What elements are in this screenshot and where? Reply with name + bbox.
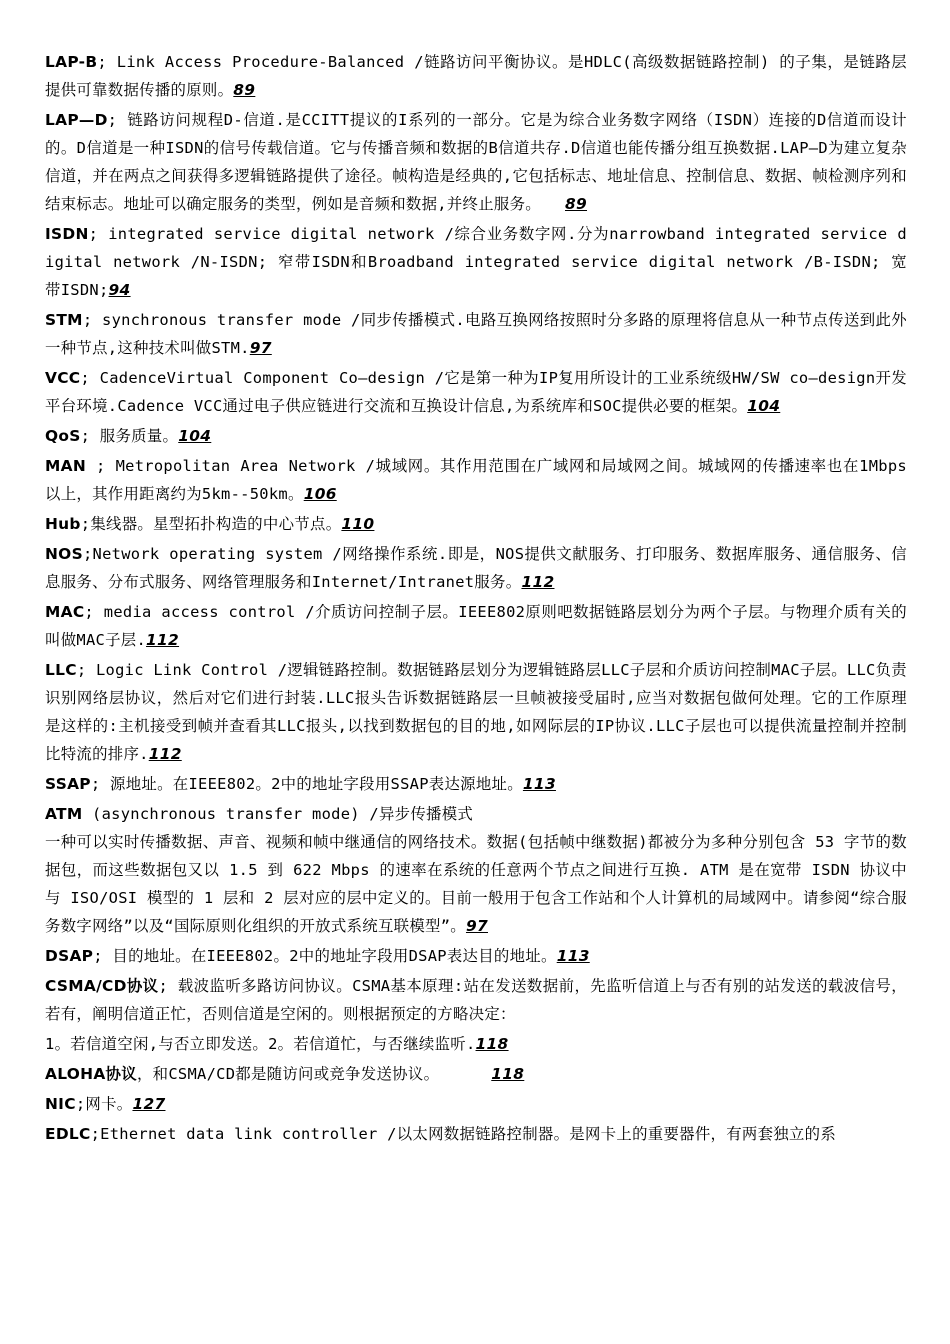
entry-term: CSMA/CD协议 <box>45 977 159 995</box>
entry-text: ;集线器。星型拓扑构造的中心节点。 <box>80 515 342 533</box>
glossary-entry <box>45 800 907 828</box>
page-reference: 89 <box>233 81 256 99</box>
glossary-entry <box>45 598 907 654</box>
page-reference: 97 <box>465 917 488 935</box>
page-reference: 113 <box>556 947 590 965</box>
entry-term: Hub <box>45 515 81 533</box>
entry-term: STM <box>45 311 83 329</box>
page-reference: 118 <box>491 1065 525 1083</box>
page-reference: 112 <box>146 631 180 649</box>
glossary-entry <box>45 942 907 970</box>
entry-text: ;Ethernet data link controller /以太网数据链路控制器。是网卡上的重要器件，有两套独立的系 <box>90 1125 837 1143</box>
entry-text: ; 链路访问规程D-信道.是CCITT提议的I系列的一部分。它是为综合业务数字网络（ISDN）连接的D信道而设计的。D信道是一种ISDN的信号传载信道。它与传播音频和数据的B信道共存.D信道也能传播分组互换数据.LAP—D为建立复杂信道，并在两点之间获得多逻辑链路提供了途径。帧构造是经典的,它包括标志、地址信息、控制信息、数据、帧检测序列和结束标志。地址可以确定服务的类型，例如是音频和数据,并终止服务。 <box>45 111 907 213</box>
page-reference: 104 <box>178 427 212 445</box>
entry-text: ; integrated service digital network /综合业务数字网.分为narrowband integrated service digital network /N-ISDN; 窄带ISDN和Broadband integrated service digital network /B-ISDN; 宽带ISDN; <box>45 225 907 299</box>
entry-term: ATM <box>45 805 83 823</box>
entry-term: NIC <box>45 1095 76 1113</box>
glossary-entry <box>45 510 907 538</box>
glossary-entry <box>45 48 907 104</box>
entry-term: NOS <box>45 545 83 563</box>
glossary-entry <box>45 422 907 450</box>
entry-term: ALOHA协议 <box>45 1065 137 1083</box>
entry-text: ; media access control /介质访问控制子层。IEEE802原则吧数据链路层划分为两个子层。与物理介质有关的叫做MAC子层. <box>45 603 907 649</box>
entry-term: LAP—D <box>45 111 108 129</box>
entry-text: ;网卡。 <box>75 1095 133 1113</box>
glossary-entry <box>45 1060 907 1088</box>
entry-text: ; Link Access Procedure-Balanced /链路访问平衡协议。是HDLC(高级数据链路控制) 的子集，是链路层提供可靠数据传播的原则。 <box>45 53 907 99</box>
entry-text: ; 载波监听多路访问协议。CSMA基本原理:站在发送数据前，先监听信道上与否有别的站发送的载波信号，若有，阐明信道正忙，否则信道是空闲的。则根据预定的方略决定： <box>45 977 907 1023</box>
entry-text: ; CadenceVirtual Component Co—design /它是第一种为IP复用所设计的工业系统级HW/SW co—design开发平台环境.Cadence VCC通过电子供应链进行交流和互换设计信息,为系统库和SOC提供必要的框架。 <box>45 369 907 415</box>
page-reference: 112 <box>521 573 555 591</box>
glossary-entry <box>45 106 907 218</box>
entry-term: LLC <box>45 661 77 679</box>
page-reference: 127 <box>132 1095 166 1113</box>
glossary-entry <box>45 306 907 362</box>
glossary-entry <box>45 540 907 596</box>
entry-term: MAC <box>45 603 85 621</box>
entry-term: SSAP <box>45 775 91 793</box>
entry-text: ; 目的地址。在IEEE802。2中的地址字段用DSAP表达目的地址。 <box>93 947 557 965</box>
glossary-entry <box>45 972 907 1028</box>
entry-term: ISDN <box>45 225 89 243</box>
entry-term: MAN <box>45 457 87 475</box>
glossary-entry <box>45 364 907 420</box>
entry-text: ; Metropolitan Area Network /城域网。其作用范围在广域网和局域网之间。城域网的传播速率也在1Mbps以上，其作用距离约为5km--50km。 <box>45 457 907 503</box>
glossary-page <box>45 48 907 1150</box>
page-reference: 104 <box>747 397 781 415</box>
page-reference: 106 <box>303 485 337 503</box>
entry-term: DSAP <box>45 947 94 965</box>
glossary-entry <box>45 770 907 798</box>
glossary-entry <box>45 656 907 768</box>
entry-term: LAP-B <box>45 53 98 71</box>
page-reference: 97 <box>249 339 272 357</box>
page-reference: 89 <box>564 195 588 213</box>
entry-text: ; 服务质量。 <box>80 427 179 445</box>
glossary-entry <box>45 1090 907 1118</box>
entry-text: ; synchronous transfer mode /同步传播模式.电路互换网络按照时分多路的原理将信息从一种节点传送到此外一种节点,这种技术叫做STM. <box>45 311 907 357</box>
entry-term: QoS <box>45 427 81 445</box>
entry-text: (asynchronous transfer mode) /异步传播模式 <box>82 805 474 823</box>
page-reference: 112 <box>148 745 182 763</box>
page-reference: 110 <box>341 515 375 533</box>
entry-term: VCC <box>45 369 81 387</box>
page-reference: 94 <box>108 281 131 299</box>
entry-text: 一种可以实时传播数据、声音、视频和帧中继通信的网络技术。数据(包括帧中继数据)都被分为多种分别包含 53 字节的数据包，而这些数据包又以 1.5 到 622 Mbps 的速率在系统的任意两个节点之间进行互换. ATM 是在宽带 ISDN 协议中与 ISO/OSI 模型的 1 层和 2 层对应的层中定义的。目前一般用于包含工作站和个人计算机的局域网中。请参阅“综合服务数字网络”以及“国际原则化组织的开放式系统互联模型”。 <box>45 833 907 935</box>
glossary-entry <box>45 220 907 304</box>
entry-text: 1。若信道空闲,与否立即发送。2。若信道忙，与否继续监听. <box>45 1035 476 1053</box>
page-reference: 118 <box>475 1035 509 1053</box>
entry-text: ; 源地址。在IEEE802。2中的地址字段用SSAP表达源地址。 <box>90 775 523 793</box>
glossary-entry <box>45 1120 907 1148</box>
page-reference: 113 <box>522 775 556 793</box>
entry-text: ; Logic Link Control /逻辑链路控制。数据链路层划分为逻辑链路层LLC子层和介质访问控制MAC子层。LLC负责识别网络层协议，然后对它们进行封装.LLC报头告诉数据链路层一旦帧被接受届时,应当对数据包做何处理。它的工作原理是这样的:主机接受到帧并查看其LLC报头,以找到数据包的目的地,如网际层的IP协议.LLC子层也可以提供流量控制并控制比特流的排序. <box>45 661 907 763</box>
glossary-entry <box>45 1030 907 1058</box>
entry-text: ，和CSMA/CD都是随访问或竞争发送协议。 <box>136 1065 440 1083</box>
glossary-entry <box>45 452 907 508</box>
entry-term: EDLC <box>45 1125 91 1143</box>
glossary-entry <box>45 828 907 940</box>
entry-text: ;Network operating system /网络操作系统.即是，NOS提供文献服务、打印服务、数据库服务、通信服务、信息服务、分布式服务、网络管理服务和Internet/Intranet服务。 <box>45 545 907 591</box>
